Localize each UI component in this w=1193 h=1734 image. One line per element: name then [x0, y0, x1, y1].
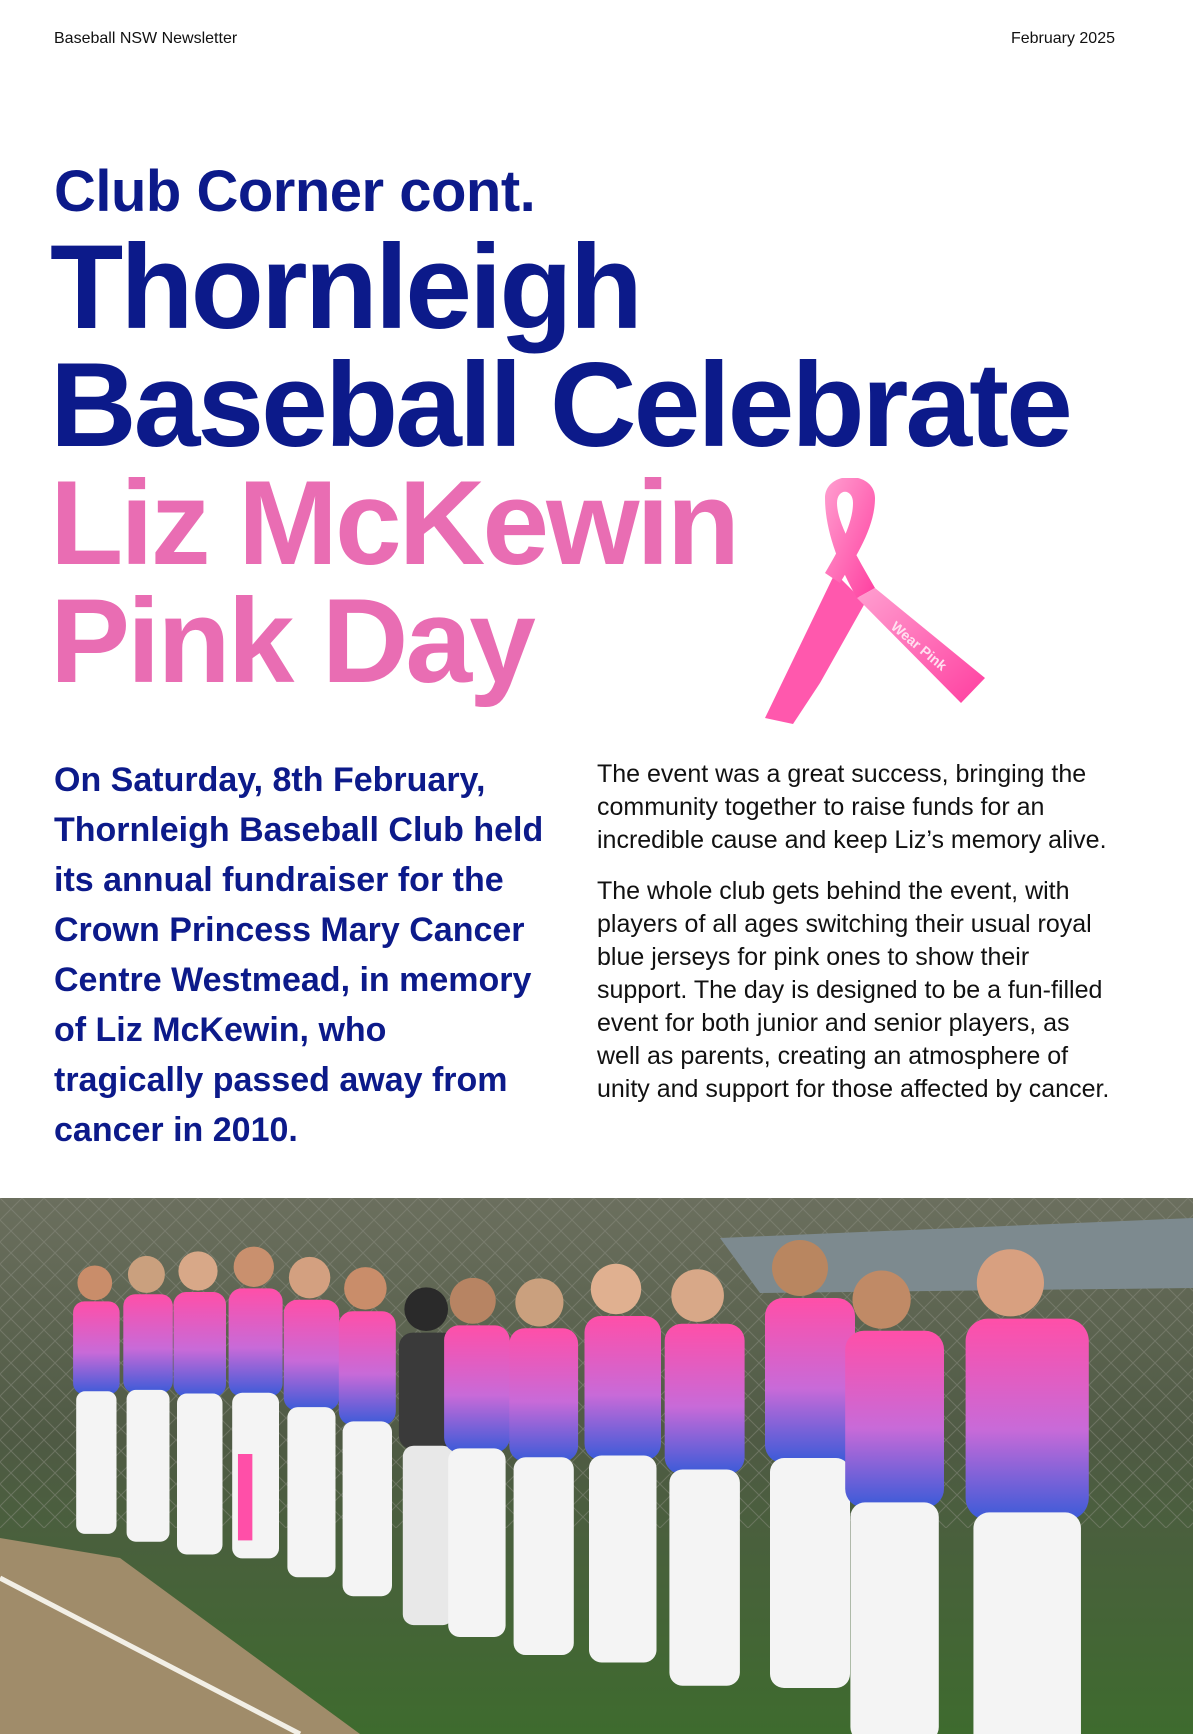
headline-line-1: Thornleigh: [50, 220, 640, 354]
team-photo-illustration: [0, 1198, 1193, 1734]
team-photo: [0, 1198, 1193, 1734]
page-header: [54, 30, 1115, 48]
article-body: [597, 758, 1117, 1124]
ribbon-label: Wear Pink: [888, 618, 951, 674]
body-paragraph: The whole club gets behind the event, with players of all ages switching their usual royal blue jerseys for pink ones to show their support. The day is designed to be a fun-filled event for both junior and senior players, as well as parents, creating an atmosphere of unity and support for those affected by cancer.: [597, 877, 1110, 1103]
headline-line-2: Baseball Celebrate: [50, 338, 1070, 472]
publication-name: Baseball NSW Newsletter: [54, 30, 238, 47]
body-paragraph: The event was a great success, bringing the community together to raise funds for an incredible cause and keep Liz’s memory alive.: [597, 760, 1107, 854]
section-kicker: Club Corner cont.: [54, 159, 536, 224]
headline-line-3: Liz McKewin: [50, 456, 738, 590]
headline-line-4: Pink Day: [50, 574, 533, 708]
pink-ribbon-icon: [765, 478, 995, 728]
issue-date: February 2025: [1010, 30, 1115, 47]
article-lead: On Saturday, 8th February, Thornleigh Baseball Club held its annual fundraiser for the Crown Princess Mary Cancer Centre Westmead, in memory of Liz McKewin, who tragically passed away from cancer in 2010.: [54, 761, 544, 1149]
